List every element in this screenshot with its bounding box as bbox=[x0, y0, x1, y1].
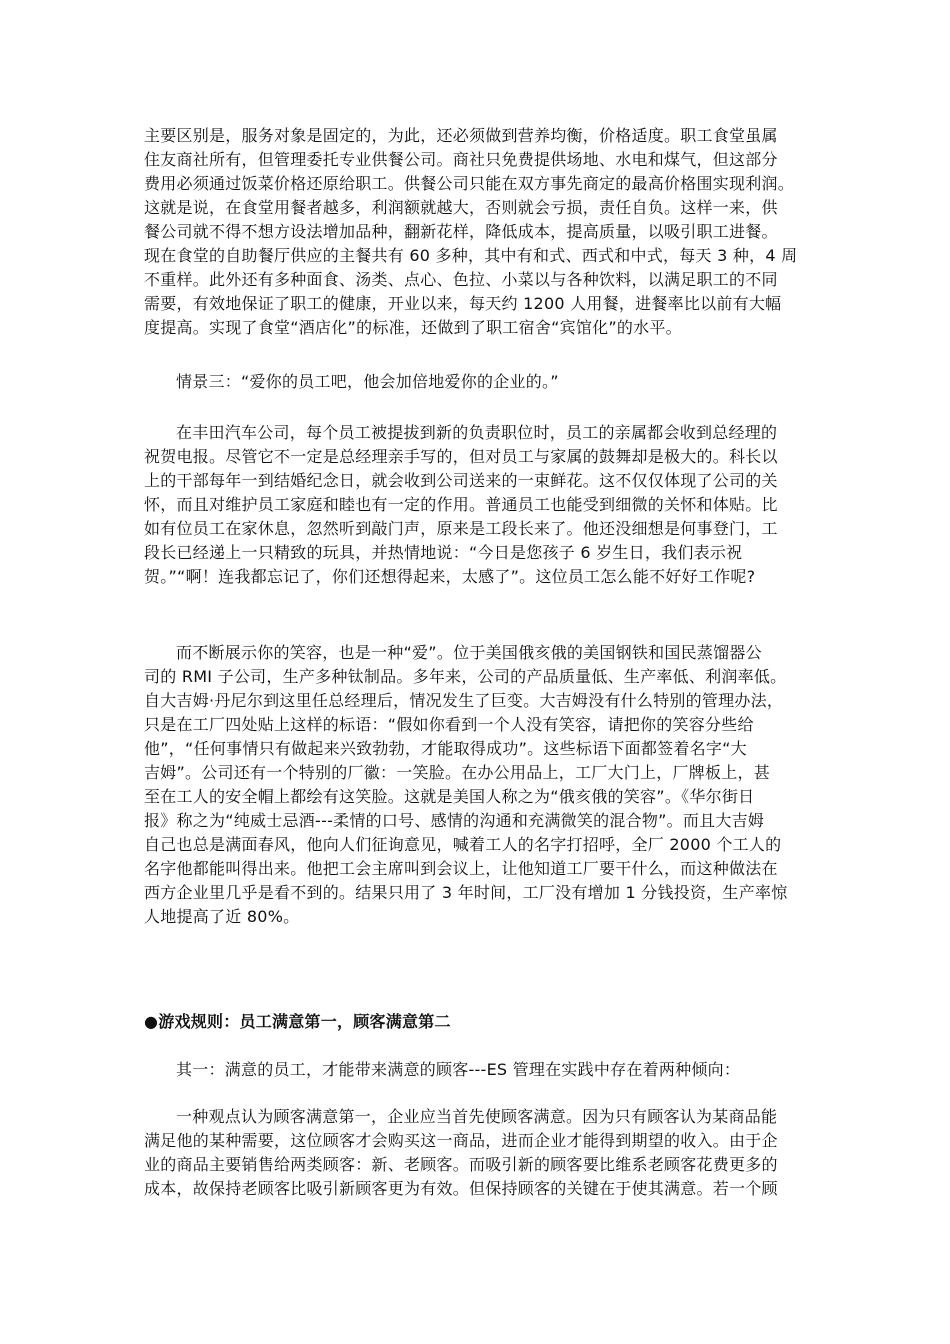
text-line: 费用必须通过饭菜价格还原给职工。供餐公司只能在双方事先商定的最高价格围实现利润。 bbox=[144, 174, 795, 193]
text-line: 这就是说，在食堂用餐者越多，利润额就越大，否则就会亏损，责任自负。这样一来，供 bbox=[144, 198, 778, 217]
text-line: 报》称之为“纯威士忌酒---柔情的口号、感情的沟通和充满微笑的混合物”。而且大吉姆 bbox=[144, 811, 765, 830]
text-line: 他”，“任何事情只有做起来兴致勃勃，才能取得成功”。这些标语下面都签着名字“大 bbox=[144, 739, 747, 758]
text-line: 如有位员工在家休息，忽然听到敲门声，原来是工段长来了。他还没细想是何事登门，工 bbox=[144, 519, 778, 538]
text-line: 而不断展示你的笑容，也是一种“爱”。位于美国俄亥俄的美国钢铁和国民蒸馏器公 bbox=[176, 643, 762, 662]
text-line: 主要区别是，服务对象是固定的，为此，还必须做到营养均衡，价格适度。职工食堂虽属 bbox=[144, 126, 778, 145]
text-line: 业的商品主要销售给两类顾客：新、老顾客。而吸引新的顾客要比维系老顾客花费更多的 bbox=[144, 1155, 778, 1174]
text-line: 段长已经递上一只精致的玩具，并热情地说：“今日是您孩子 6 岁生日，我们表示祝 bbox=[144, 543, 743, 562]
text-line: 祝贺电报。尽管它不一定是总经理亲手写的，但对员工与家属的鼓舞却是极大的。科长以 bbox=[144, 447, 778, 466]
text-line: 一种观点认为顾客满意第一，企业应当首先使顾客满意。因为只有顾客认为某商品能 bbox=[176, 1107, 778, 1126]
text-line: 贺。”“啊！连我都忘记了，你们还想得起来，太感了”。这位员工怎么能不好好工作呢? bbox=[144, 567, 756, 586]
text-line: 满足他的某种需要，这位顾客才会购买这一商品，进而企业才能得到期望的收入。由于企 bbox=[144, 1131, 778, 1150]
text-line: 在丰田汽车公司，每个员工被提拔到新的负责职位时，员工的亲属都会收到总经理的 bbox=[176, 423, 778, 442]
text-line: 怀，而且对维护员工家庭和睦也有一定的作用。普通员工也能受到细微的关怀和体贴。比 bbox=[144, 495, 778, 514]
text-line: 至在工人的安全帽上都绘有这笑脸。这就是美国人称之为“俄亥俄的笑容”。《华尔街日 bbox=[144, 787, 755, 806]
text-line: 餐公司就不得不想方设法增加品种，翻新花样，降低成本，提高质量，以吸引职工进餐。 bbox=[144, 222, 778, 241]
paragraph-customer-first bbox=[144, 1105, 808, 1201]
text-line: 西方企业里几乎是看不到的。结果只用了 3 年时间，工厂没有增加 1 分钱投资，生产率惊 bbox=[144, 883, 788, 902]
paragraph-canteen bbox=[144, 124, 808, 340]
text-line: 度提高。实现了食堂“酒店化”的标准，还做到了职工宿舍“宾馆化”的水平。 bbox=[144, 318, 682, 337]
text-line: 吉姆”。公司还有一个特别的厂徽：一笑脸。在办公用品上，工厂大门上，厂牌板上，甚 bbox=[144, 763, 771, 782]
text-line: 只是在工厂四处贴上这样的标语：“假如你看到一个人没有笑容，请把你的笑容分些给 bbox=[144, 715, 754, 734]
section-title: ●游戏规则：员工满意第一，顾客满意第二 bbox=[144, 1012, 451, 1031]
paragraph-toyota bbox=[144, 421, 808, 589]
text-line: 自大吉姆·丹尼尔到这里任总经理后，情况发生了巨变。大吉姆没有什么特别的管理办法， bbox=[144, 691, 784, 710]
text-line: 人地提高了近 80%。 bbox=[144, 907, 300, 926]
paragraph-scene-three bbox=[144, 370, 808, 394]
text-line: 住友商社所有，但管理委托专业供餐公司。商社只免费提供场地、水电和煤气，但这部分 bbox=[144, 150, 778, 169]
text-line: 现在食堂的自助餐厅供应的主餐共有 60 多种，其中有和式、西式和中式，每天 3 种，4 周 bbox=[144, 246, 798, 265]
text-line: 其一：满意的员工，才能带来满意的顾客---ES 管理在实践中存在着两种倾向： bbox=[176, 1060, 741, 1079]
text-line: 上的干部每年一到结婚纪念日，就会收到公司送来的一束鲜花。这不仅仅体现了公司的关 bbox=[144, 471, 778, 490]
section-heading bbox=[144, 1010, 808, 1034]
text-line: 成本，故保持老顾客比吸引新顾客更为有效。但保持顾客的关键在于使其满意。若一个顾 bbox=[144, 1179, 778, 1198]
text-line: 自己也总是满面春风，他向人们征询意见，喊着工人的名字打招呼，全厂 2000 个工人的 bbox=[144, 835, 782, 854]
text-line: 司的 RMI 子公司，生产多种钛制品。多年来，公司的产品质量低、生产率低、利润率低。 bbox=[144, 667, 787, 686]
text-line: 名字他都能叫得出来。他把工会主席叫到会议上，让他知道工厂要干什么，而这种做法在 bbox=[144, 859, 778, 878]
paragraph-rule-one bbox=[144, 1058, 808, 1082]
paragraph-smile bbox=[144, 641, 808, 929]
text-line: 需要，有效地保证了职工的健康，开业以来，每天约 1200 人用餐，进餐率比以前有大幅 bbox=[144, 294, 782, 313]
text-line: 情景三：“爱你的员工吧，他会加倍地爱你的企业的。” bbox=[176, 372, 559, 391]
text-line: 不重样。此外还有多种面食、汤类、点心、色拉、小菜以与各种饮料，以满足职工的不同 bbox=[144, 270, 778, 289]
